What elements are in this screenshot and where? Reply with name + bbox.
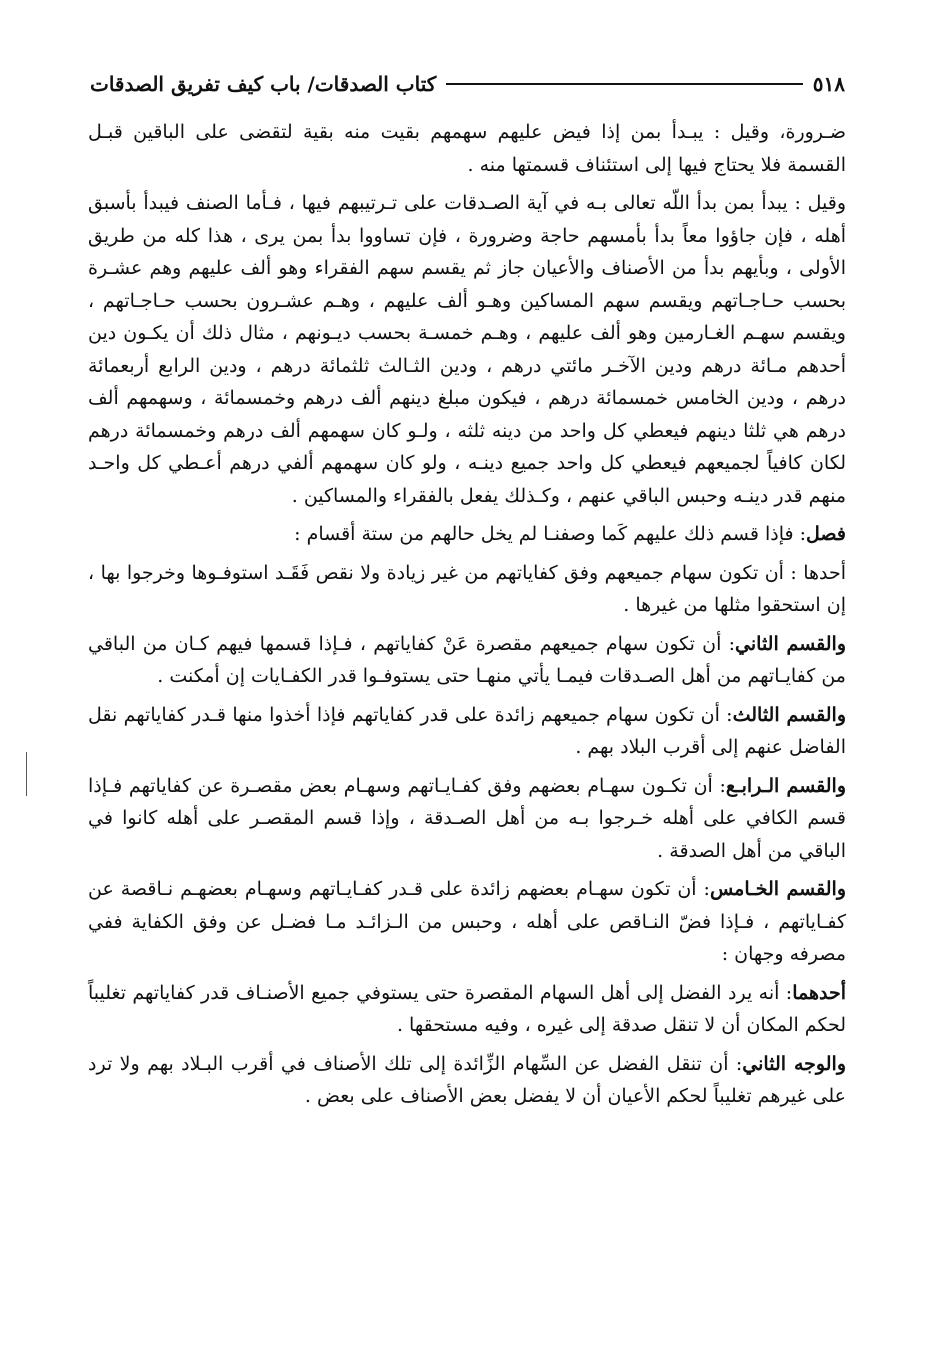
paragraph	[88, 1048, 846, 1113]
paragraph-text: : أنه يرد الفضل إلى أهل السهام المقصرة حتى يستوفي جميع الأصنـاف قدر كفاياتهم تغليباً لحكم المكان أن لا تنقل صدقة إلى غيره ، وفيه مستحقها .	[88, 981, 846, 1036]
paragraph	[88, 187, 846, 512]
section-term: فصل	[806, 523, 846, 545]
header-rule	[446, 83, 803, 85]
page-body	[88, 116, 846, 1119]
paragraph	[88, 518, 846, 551]
paragraph	[88, 557, 846, 622]
paragraph-text: : أن تكـون سهـام بعضهم وفق كفـايـاتهم وسهـام بعض مقصـرة عن كفاياتهم فـإذا قسم الكافي على أهله خـرجوا بـه من أهل الصـدقة ، وإذا قسم المقصـر على أهله كانوا في الباقي من أهل الصدقة .	[88, 774, 846, 862]
paragraph-text: : أن تنقل الفضل عن السِّهام الزِّائدة إلى تلك الأصناف في أقرب البـلاد بهم ولا ترد على غيرهم تغليباً لحكم الأعيان أن لا يفضل بعض الأصناف على بعض .	[88, 1052, 846, 1107]
paragraph	[88, 699, 846, 764]
paragraph-text: : أن تكون سهام جميعهم مقصرة عَنْ كفاياتهم ، فـإذا قسمها فيهم كـان من الباقي من كفايـاتهم من أهل الصـدقات فيمـا يأتي منهـا حتى يستوفـوا قدر الكفـايات إن أمكنت .	[88, 632, 846, 687]
page-header	[90, 64, 845, 104]
paragraph	[88, 977, 846, 1042]
paragraph-text: : فإذا قسم ذلك عليهم كَما وصفنـا لم يخل حالهم من ستة أقسام :	[294, 523, 807, 545]
paragraph-text: أحدها : أن تكون سهام جميعهم وفق كفاياتهم من غير زيادة ولا نقص فَقَـد استوفـوها وخرجوا بها ، إن استحقوا مثلها من غيرها .	[88, 561, 846, 616]
paragraph-text: وقيل : يبدأ بمن بدأ اللّه تعالى بـه في آية الصـدقات على تـرتيبهم فيها ، فـأما الصنف فيبدأ بأسبق أهله ، فإن جاؤوا معاً بدأ بأمسهم حاجة وضرورة ، فإن تساووا بدأ بمن يرى ، هذا كله من طريق الأولى ، وبأيهم بدأ من الأصناف والأعيان جاز ثم يقسم سهم الفقراء وهو ألف عليهم وهم عشـرة بحسب حـاجـاتهم ويقسم سهم المساكين وهـو ألف عليهم ، وهـم عشـرون بحسب حـاجـاتهم ، ويقسم سهـم الغـارمين وهو ألف عليهم ، وهـم خمسـة بحسب ديـونهم ، مثال ذلك أن يكـون دين أحدهم مـائة درهم ودين الآخـر مائتي درهم ، ودين الثـالث ثلثمائة درهم ، ودين الرابع أربعمائة درهم ، ودين الخامس خمسمائة درهم ، فيكون مبلغ دينهم ألف درهم وخمسمائة ، وسهمهم ألف درهم هي ثلثا دينهم فيعطي كل واحد من دينه ثلثه ، ولـو كان سهمهم ألف درهم وخمسمائة درهم لكان كافياً لجميعهم فيعطي كل واحد جميع دينـه ، ولو كان سهمهم ألفي درهم أعـطي كل واحـد منهم قدر دينـه وحبس الباقي عنهم ، وكـذلك يفعل بالفقراء والمساكين .	[88, 192, 846, 507]
section-term: والقسم الثالث	[732, 703, 846, 726]
section-term: والقسم الثاني	[735, 632, 847, 655]
paragraph	[88, 116, 846, 181]
section-term: أحدهما	[792, 981, 846, 1004]
page-number: ٥١٨	[812, 72, 845, 96]
running-title: كتاب الصدقات/ باب كيف تفريق الصدقات	[90, 72, 437, 96]
paragraph	[88, 628, 846, 693]
section-term: والوجه الثاني	[742, 1052, 846, 1075]
paragraph-text: ضـرورة، وقيل : يبـدأ بمن إذا فيض عليهم سهمهم بقيت منه بقية لتقضى على الباقين قبـل القسمة فلا يحتاج فيها إلى استئناف قسمتها منه .	[88, 121, 846, 176]
section-term: والقسم الخـامس	[709, 878, 846, 900]
paragraph	[88, 770, 846, 868]
margin-mark	[26, 752, 27, 796]
section-term: والقسم الـرابـع	[725, 774, 846, 797]
paragraph-text: : أن تكون سهـام بعضهم زائدة على قـدر كفـايـاتهم وسهـام بعضهـم نـاقصة عن كفـاياتهم ، فـإذا فضّ النـاقص على أهله ، وحبس من الـزائـد مـا فضـل عن وفق الكفاية ففي مصرفه وجهان :	[88, 878, 846, 965]
paragraph-text: : أن تكون سهام جميعهم زائدة على قدر كفاياتهم فإذا أخذوا منها قـدر كفاياتهم نقل الفاضل عنهم إلى أقرب البلاد بهم .	[88, 703, 846, 758]
paragraph	[88, 873, 846, 971]
